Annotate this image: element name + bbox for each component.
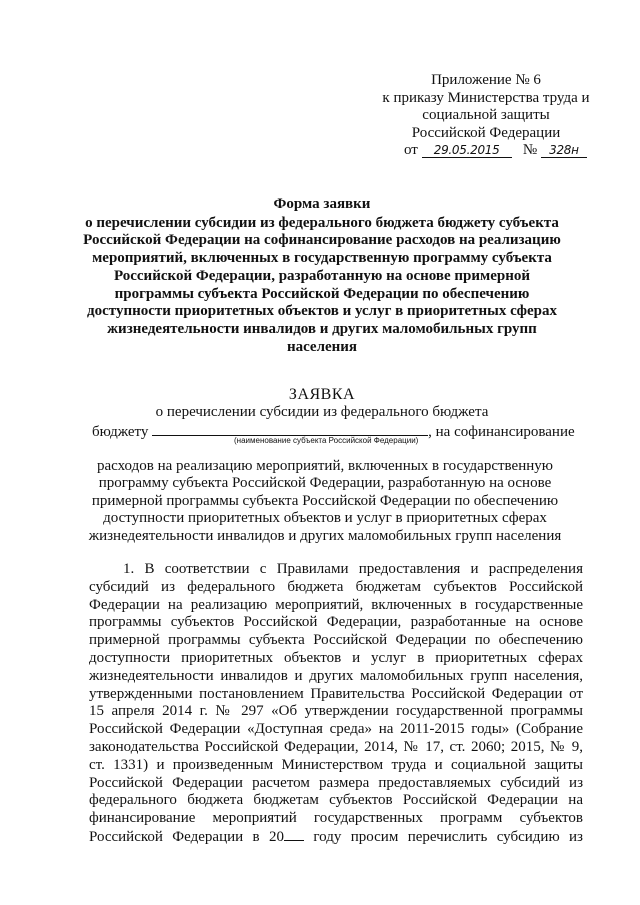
budget-suffix: , на софинансирование bbox=[428, 424, 575, 440]
form-title-line: доступности приоритетных объектов и услуг в приоритетных сферах bbox=[87, 303, 557, 320]
budget-label: бюджету bbox=[92, 424, 149, 440]
body-line: программы субъектов Российской Федерации, разработанные на основе bbox=[89, 614, 583, 631]
body-line: Российской Федерации «Доступная среда» на 2011-2015 годы» (Собрание bbox=[89, 721, 583, 738]
body-line: федерального бюджета бюджетам субъектов Российской Федерации на bbox=[89, 792, 583, 809]
purpose-line: программу субъекта Российской Федерации, разработанную на основе bbox=[98, 475, 552, 492]
appendix-date-line bbox=[404, 142, 596, 160]
number-label: № bbox=[522, 142, 538, 158]
form-title-line: населения bbox=[286, 338, 358, 355]
body-line: Федерации на реализацию мероприятий, включенных в государственные bbox=[89, 596, 583, 613]
order-number: 328н bbox=[541, 143, 587, 158]
body-line: законодательства Российской Федерации, 2014, № 17, ст. 2060; 2015, № 9, bbox=[89, 738, 583, 755]
body-line: жизнедеятельности инвалидов и других маломобильных групп населения, bbox=[89, 667, 583, 684]
appendix-title: Приложение № 6 bbox=[431, 72, 541, 88]
purpose-line: доступности приоритетных объектов и услуг в приоритетных сферах bbox=[103, 510, 547, 527]
subject-name-caption: (наименование субъекта Российской Федерации) bbox=[234, 436, 419, 445]
form-title bbox=[70, 196, 574, 356]
purpose-line: жизнедеятельности инвалидов и других маломобильных групп населения bbox=[88, 527, 562, 544]
subject-name-blank[interactable] bbox=[152, 423, 428, 436]
form-title-line: жизнедеятельности инвалидов и других маломобильных групп bbox=[107, 320, 537, 337]
body-line: утвержденными постановлением Правительства Российской Федерации от bbox=[89, 685, 583, 702]
purpose-line: примерной программы субъекта Российской Федерации по обеспечению bbox=[91, 492, 559, 509]
appendix-ministry-line: социальной защиты bbox=[422, 107, 550, 123]
form-title-line: мероприятий, включенных в государственную программу субъекта bbox=[92, 250, 552, 267]
from-label: от bbox=[404, 142, 418, 158]
appendix-country-line: Российской Федерации bbox=[411, 124, 561, 141]
application-subline: о перечислении субсидии из федерального бюджета bbox=[155, 404, 489, 420]
form-title-line: о перечислении субсидии из федерального бюджета бюджету субъекта bbox=[85, 214, 559, 231]
body-line: 15 апреля 2014 г. № 297 «Об утверждении государственной программы bbox=[89, 703, 583, 720]
year-blank[interactable] bbox=[284, 828, 304, 841]
form-title-line: Российской Федерации на софинансирование расходов на реализацию bbox=[83, 232, 561, 249]
appendix-header bbox=[376, 72, 596, 160]
form-title-line: программы субъекта Российской Федерации по обеспечению bbox=[114, 285, 530, 302]
body-line-last bbox=[89, 828, 583, 847]
year-suffix: году просим перечислить субсидию из bbox=[304, 828, 583, 845]
body-line: субсидий из федерального бюджета бюджетам субъектов Российской bbox=[89, 578, 583, 595]
body-line: финансирование мероприятий государственных программ субъектов bbox=[89, 810, 583, 827]
application-heading: ЗАЯВКА bbox=[288, 386, 356, 403]
body-line: ст. 1331) и произведенным Министерством труда и социальной защиты bbox=[89, 756, 583, 773]
body-line: доступности приоритетных объектов и услуг в приоритетных сферах bbox=[89, 649, 583, 666]
appendix-order-line: к приказу Министерства труда и bbox=[382, 89, 590, 106]
body-line: Российской Федерации расчетом размера предоставляемых субсидий из bbox=[89, 774, 583, 791]
body-line: примерной программы субъекта Российской Федерации по обеспечению bbox=[89, 632, 583, 649]
form-heading: Форма заявки bbox=[273, 196, 371, 212]
body-line: 1. В соответствии с Правилами предоставления и распределения bbox=[123, 561, 583, 577]
body-paragraph bbox=[89, 561, 583, 847]
purpose-line: расходов на реализацию мероприятий, включенных в государственную bbox=[97, 458, 553, 474]
form-title-line: Российской Федерации, разработанную на основе примерной bbox=[113, 267, 531, 284]
year-prefix: Российской Федерации в 20 bbox=[89, 828, 284, 845]
application-purpose bbox=[70, 458, 580, 545]
order-date: 29.05.2015 bbox=[422, 143, 512, 158]
